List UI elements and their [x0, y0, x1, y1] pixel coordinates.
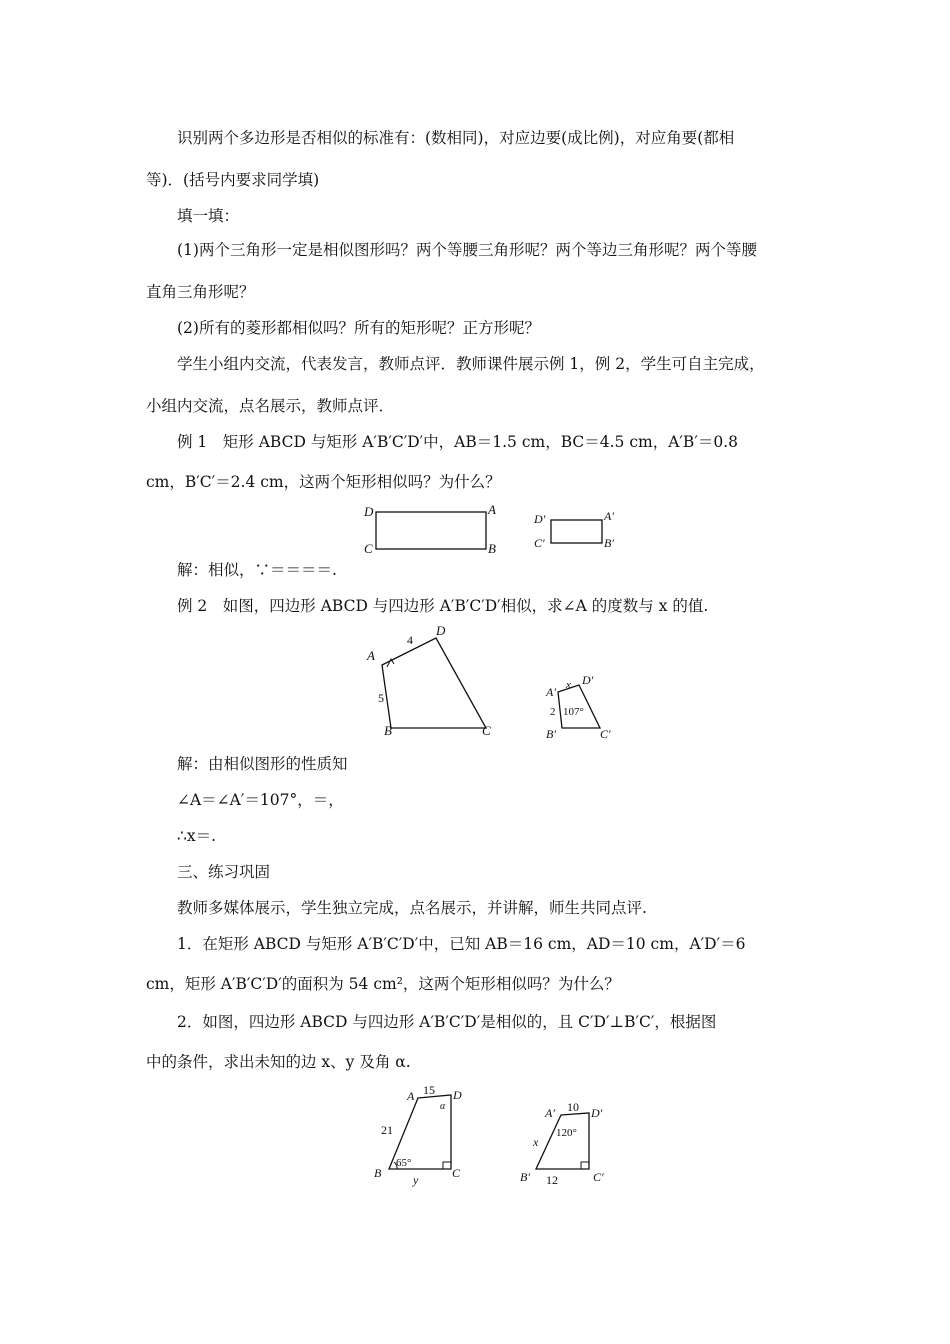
side-4: 4: [407, 633, 413, 647]
label-b: B: [374, 1166, 382, 1180]
para-3-line-2: 直角三角形呢？: [146, 283, 255, 301]
label-a: A: [488, 502, 496, 517]
side-15: 15: [423, 1083, 435, 1097]
para-2: 填一填：: [177, 207, 240, 225]
question-1-line-2: cm，矩形 A′B′C′D′的面积为 54 cm²，这两个矩形相似吗？为什么？: [146, 975, 620, 993]
solution-1: 解：相似，∵＝＝＝＝.: [177, 561, 337, 579]
side-21: 21: [381, 1123, 393, 1137]
label-b-prime: B′: [604, 536, 614, 550]
label-c: C: [452, 1166, 461, 1180]
angle-107: 107°: [563, 706, 584, 718]
question-2-line-2: 中的条件，求出未知的边 x、y 及角 α.: [146, 1053, 411, 1071]
rectangle-abcd: [376, 512, 486, 549]
rectangle-a-prime: [551, 520, 602, 543]
label-b-prime: B′: [546, 727, 556, 741]
label-b: B: [488, 541, 496, 556]
para-1-line-1: 识别两个多边形是否相似的标准有：(数相同)，对应边要(成比例)，对应角要(都相: [177, 129, 735, 147]
example-2: 例 2 如图，四边形 ABCD 与四边形 A′B′C′D′相似，求∠A 的度数与 x 的值.: [177, 597, 709, 615]
label-c-prime: C′: [534, 536, 545, 550]
side-x: x: [566, 679, 571, 691]
label-b: B: [384, 723, 392, 738]
quad-abcd: [382, 638, 486, 728]
figure-quadrilaterals: [360, 620, 640, 745]
label-a: A: [407, 1089, 415, 1103]
right-angle-c-prime: [581, 1162, 589, 1169]
angle-alpha: α: [440, 1101, 446, 1112]
example-1-line-1: 例 1 矩形 ABCD 与矩形 A′B′C′D′中，AB＝1.5 cm，BC＝4.5 cm，A′B′＝0.8: [177, 433, 738, 451]
example-1-line-2: cm，B′C′＝2.4 cm，这两个矩形相似吗？为什么？: [146, 473, 501, 491]
label-a-prime: A′: [545, 1106, 555, 1120]
right-angle-c: [443, 1162, 451, 1169]
label-a-prime: A′: [604, 509, 614, 523]
para-3-line-1: (1)两个三角形一定是相似图形吗？两个等腰三角形呢？两个等边三角形呢？两个等腰: [177, 241, 757, 259]
label-c-prime: C′: [600, 727, 611, 741]
side-2: 2: [550, 706, 556, 718]
para-5-line-2: 小组内交流，点名展示，教师点评．: [146, 397, 395, 415]
quad-a-prime-2: [536, 1113, 589, 1169]
label-d: D: [453, 1088, 462, 1102]
side-y: y: [413, 1173, 419, 1187]
question-2-line-1: 2．如图，四边形 ABCD 与四边形 A′B′C′D′是相似的，且 C′D′⊥B′C′，根据图: [177, 1013, 717, 1031]
solution-2-line-2: ∠A＝∠A′＝107°，＝，: [177, 791, 344, 809]
label-c-prime: C′: [593, 1170, 604, 1184]
label-d: D: [364, 504, 374, 519]
label-c: C: [364, 541, 373, 556]
side-10: 10: [567, 1100, 579, 1114]
label-b-prime: B′: [520, 1170, 530, 1184]
figure-rectangles: [360, 500, 630, 560]
side-12: 12: [546, 1173, 558, 1187]
side-x: x: [533, 1135, 539, 1149]
angle-120: 120°: [556, 1127, 577, 1139]
solution-2-line-1: 解：由相似图形的性质知: [177, 755, 348, 773]
label-d-prime: D′: [582, 673, 594, 687]
side-5: 5: [378, 691, 384, 705]
question-1-line-1: 1．在矩形 ABCD 与矩形 A′B′C′D′中，已知 AB＝16 cm，AD＝10 cm，A′D′＝6: [177, 935, 746, 953]
solution-2-line-3: ∴x＝.: [177, 827, 217, 845]
para-6: 教师多媒体展示，学生独立完成，点名展示，并讲解，师生共同点评.: [177, 899, 647, 917]
label-c: C: [482, 723, 491, 738]
figure-quadrilaterals-2: [360, 1078, 650, 1193]
label-a-prime: A′: [546, 685, 556, 699]
para-5-line-1: 学生小组内交流，代表发言，教师点评．教师课件展示例 1，例 2，学生可自主完成，: [177, 355, 765, 373]
label-d-prime: D′: [591, 1106, 603, 1120]
angle-65: 65°: [396, 1157, 412, 1169]
label-d-prime: D′: [534, 512, 546, 526]
label-a: A: [367, 648, 375, 663]
label-d: D: [436, 623, 446, 638]
section-3-heading: 三、练习巩固: [177, 863, 271, 881]
para-4: (2)所有的菱形都相似吗？所有的矩形呢？正方形呢？: [177, 319, 540, 337]
para-1-line-2: 等)．(括号内要求同学填): [146, 171, 320, 189]
